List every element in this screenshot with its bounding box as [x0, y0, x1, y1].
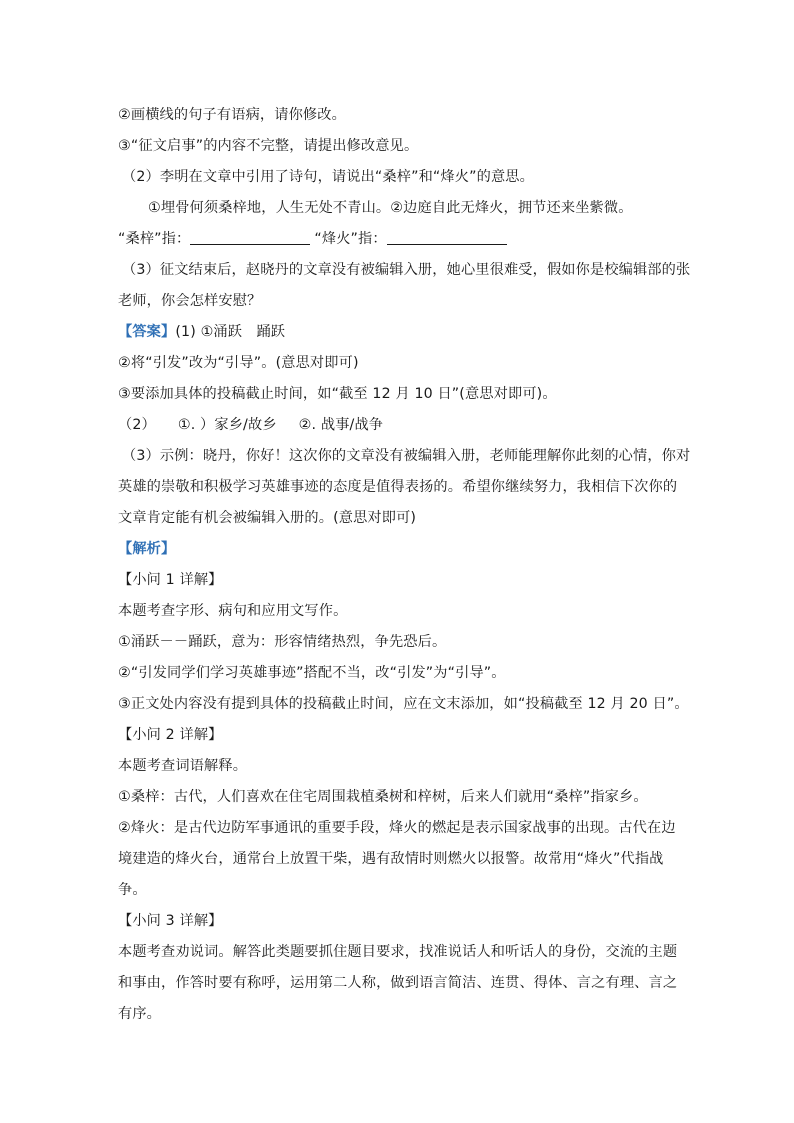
answer-line — [118, 317, 678, 348]
answer-blank[interactable] — [387, 228, 507, 245]
analysis-line: ①涌跃－－踊跃，意为：形容情绪热烈，争先恐后。 — [118, 634, 447, 650]
question-line: ③“征文启事”的内容不完整，请提出修改意见。 — [118, 138, 419, 154]
document-page — [118, 100, 691, 1030]
answer-tag: 【答案】 — [118, 324, 176, 340]
answer-line: 文章肯定能有机会被编辑入册的。(意思对即可) — [118, 510, 417, 526]
question-line: （2）李明在文章中引用了诗句，请说出“桑梓”和“烽火”的意思。 — [122, 169, 534, 185]
analysis-line: 本题考查劝说词。解答此类题要抓住题目要求，找准说话人和听话人的身份，交流的主题 — [118, 944, 678, 960]
answer-line — [118, 410, 678, 441]
answer-line: ②将“引发”改为“引导”。(意思对即可) — [118, 355, 359, 371]
analysis-line: 境建造的烽火台，通常台上放置干柴，遇有敌情时则燃火以报警。故常用“烽火”代指战 — [118, 851, 664, 867]
answer-text: ①. ）家乡/故乡 — [177, 417, 277, 433]
blank-label: “桑梓”指： — [118, 231, 191, 247]
question-line: 老师，你会怎样安慰？ — [118, 293, 262, 309]
analysis-line: ③正文处内容没有提到具体的投稿截止时间，应在文末添加，如“投稿截至 12 月 20 日”。 — [118, 696, 689, 712]
analysis-line: 本题考查字形、病句和应用文写作。 — [118, 603, 348, 619]
answer-blank[interactable] — [190, 228, 310, 245]
analysis-line: 和事由，作答时要有称呼，运用第二人称，做到语言简洁、连贯、得体、言之有理、言之 — [118, 975, 678, 991]
subquestion-title: 【小问 2 详解】 — [118, 727, 223, 743]
answer-text: ②. 战事/战争 — [298, 417, 384, 433]
answer-line: （3）示例：晓丹，你好！这次你的文章没有被编辑入册，老师能理解你此刻的心情，你对 — [122, 448, 691, 464]
analysis-line: ②烽火：是古代边防军事通讯的重要手段，烽火的燃起是表示国家战事的出现。古代在边 — [118, 820, 676, 836]
analysis-line: 本题考查词语解释。 — [118, 758, 248, 774]
fill-blank-line — [118, 224, 678, 255]
answer-line: ③要添加具体的投稿截止时间，如“截至 12 月 10 日”(意思对即可)。 — [118, 386, 557, 402]
analysis-heading — [118, 534, 678, 565]
analysis-line: 有序。 — [118, 1006, 162, 1022]
poem-line: ①埋骨何须桑梓地，人生无处不青山。②边庭自此无烽火，拥节还来坐紫微。 — [148, 200, 633, 216]
question-line: （3）征文结束后，赵晓丹的文章没有被编辑入册，她心里很难受，假如你是校编辑部的张 — [122, 262, 691, 278]
analysis-line: ②“引发同学们学习英雄事迹”搭配不当，改“引发”为“引导”。 — [118, 665, 506, 681]
answer-line: 英雄的崇敬和积极学习英雄事迹的态度是值得表扬的。希望你继续努力，我相信下次你的 — [118, 479, 678, 495]
analysis-line: ①桑梓：古代，人们喜欢在住宅周围栽植桑树和梓树，后来人们就用“桑梓”指家乡。 — [118, 789, 648, 805]
blank-label: “烽火”指： — [314, 231, 387, 247]
answer-text: (1) ①涌跃 踊跃 — [175, 324, 286, 340]
subquestion-title: 【小问 1 详解】 — [118, 572, 223, 588]
question-line: ②画横线的句子有语病，请你修改。 — [118, 107, 346, 123]
analysis-tag: 【解析】 — [118, 541, 176, 557]
answer-number: （2） — [118, 417, 156, 433]
subquestion-title: 【小问 3 详解】 — [118, 913, 223, 929]
analysis-line: 争。 — [118, 882, 147, 898]
